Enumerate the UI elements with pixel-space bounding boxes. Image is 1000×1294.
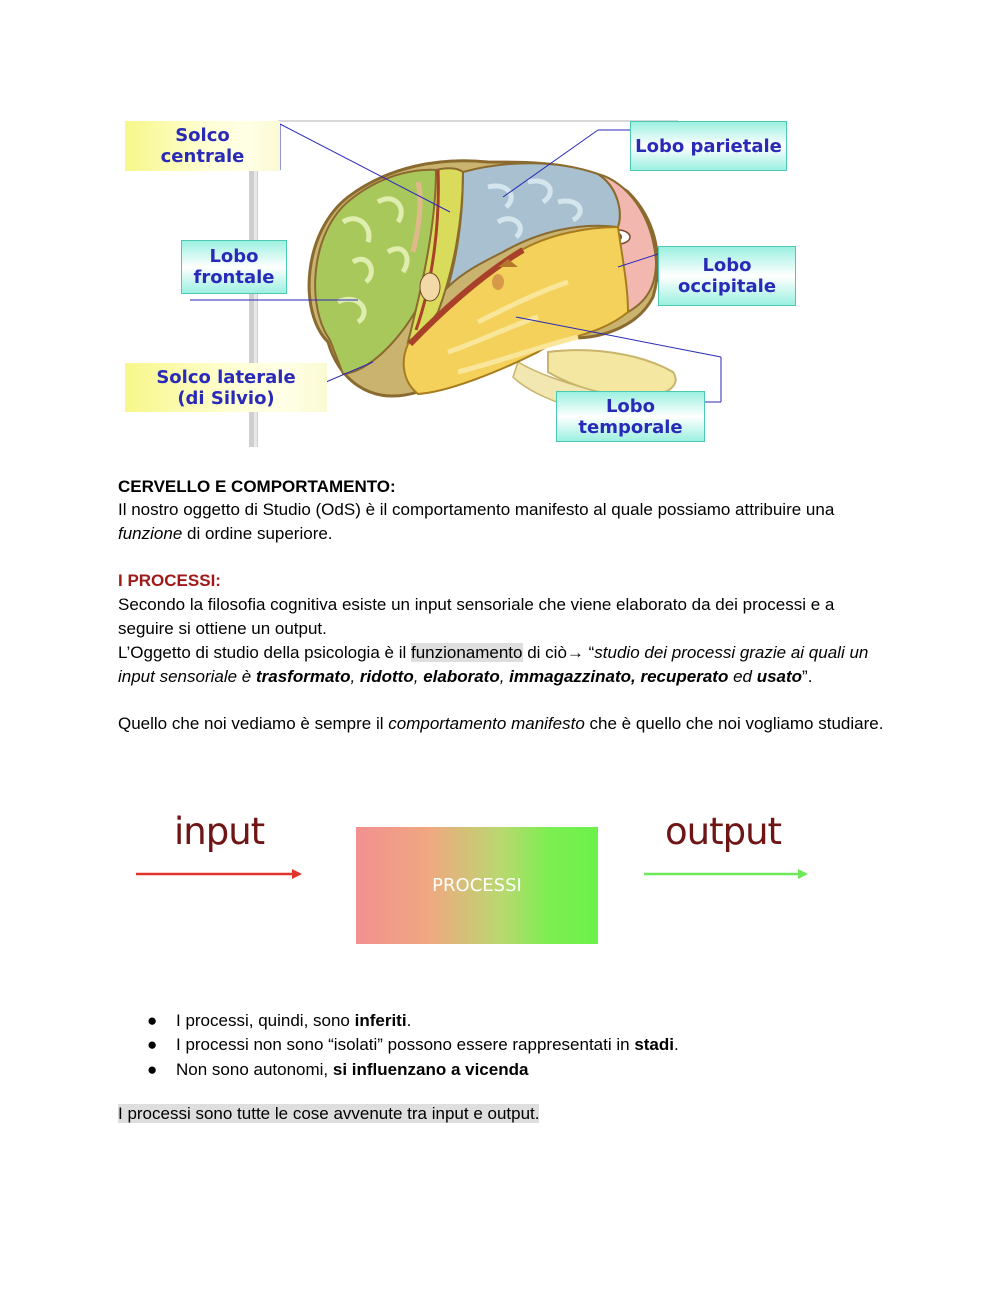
processi-box xyxy=(356,827,598,944)
label-lobo-occipitale xyxy=(658,246,796,306)
paragraph-text: L’Oggetto di studio della psicologia è il xyxy=(118,643,411,662)
paragraph-text: Il nostro oggetto di Studio (OdS) è il comportamento manifesto al quale possiamo attribuire una xyxy=(118,500,835,519)
label-text: frontale xyxy=(193,267,275,288)
bold-italic-text: immagazzinato, recuperato xyxy=(509,666,729,686)
paragraph-ods xyxy=(118,498,888,545)
section-heading-cervello: CERVELLO E COMPORTAMENTO: xyxy=(118,477,396,496)
label-text: Solco laterale xyxy=(156,366,296,388)
bullet-dot-icon: ● xyxy=(147,1059,158,1079)
bullet-dot-icon: ● xyxy=(147,1035,158,1055)
bullet-dot-icon: ● xyxy=(147,1011,158,1030)
input-label: input xyxy=(174,810,265,853)
list-item-text: . xyxy=(674,1035,679,1055)
output-arrow xyxy=(642,866,814,882)
label-lobo-parietale xyxy=(630,121,787,171)
bold-italic-text: trasformato xyxy=(255,666,351,686)
processi-label: PROCESSI xyxy=(432,875,522,896)
label-lobo-frontale xyxy=(181,240,287,294)
italic-text: comportamento manifesto xyxy=(388,714,585,733)
output-label: output xyxy=(665,810,782,853)
list-item-text: Non sono autonomi, xyxy=(176,1059,333,1079)
paragraph-comportamento xyxy=(118,712,888,736)
bullet-list xyxy=(118,1009,679,1082)
paragraph-filosofia: Secondo la filosofia cognitiva esiste un input sensoriale che viene elaborato da dei processi e a seguire si ottiene un output. xyxy=(118,595,835,638)
paragraph-text: Quello che noi vediamo è sempre il xyxy=(118,714,389,733)
highlighted-text: I processi sono tutte le cose avvenute tra input e output. xyxy=(118,1104,540,1123)
paragraph-text: di ordine superiore. xyxy=(182,523,333,543)
italic-text: , xyxy=(350,666,360,686)
italic-text: , xyxy=(499,666,510,686)
list-item xyxy=(118,1009,679,1033)
paragraph-text: che è quello che noi vogliamo studiare. xyxy=(584,714,884,733)
label-text: Lobo xyxy=(209,246,259,267)
section-heading-processi: I PROCESSI: xyxy=(118,571,221,590)
italic-text: funzione xyxy=(118,523,183,543)
italic-text: studio dei processi grazie ai quali un input sensoriale è xyxy=(118,643,869,686)
list-item-text: I processi, quindi, sono xyxy=(176,1011,355,1030)
label-text: Lobo parietale xyxy=(635,135,782,157)
label-text: Solco xyxy=(175,125,230,146)
italic-text: ed xyxy=(728,666,757,686)
summary-line xyxy=(118,1102,888,1126)
label-solco-laterale xyxy=(125,363,327,412)
paragraph-oggetto-studio xyxy=(118,641,888,688)
list-item xyxy=(118,1058,679,1082)
label-text: temporale xyxy=(578,416,683,438)
list-item-text: . xyxy=(406,1011,412,1030)
label-text: Lobo xyxy=(605,395,656,417)
bold-text: si influenzano a vicenda xyxy=(332,1059,529,1079)
bold-italic-text: elaborato xyxy=(423,666,500,686)
input-arrow xyxy=(134,866,306,882)
bold-text: stadi xyxy=(634,1035,674,1055)
italic-text: , xyxy=(413,666,424,686)
label-solco-centrale xyxy=(125,121,280,171)
bold-italic-text: usato xyxy=(756,666,803,686)
bold-text: inferiti xyxy=(354,1011,407,1030)
label-text: occipitale xyxy=(677,276,777,297)
label-lobo-temporale xyxy=(556,391,705,442)
paragraph-text: ”. xyxy=(802,666,813,686)
highlighted-text: funzionamento xyxy=(410,643,523,662)
paragraph-text: di ciò→ “ xyxy=(522,643,595,662)
label-text: Lobo xyxy=(702,255,752,276)
list-item xyxy=(118,1033,679,1057)
brain-lobes-figure xyxy=(118,112,808,452)
list-item-text: I processi non sono “isolati” possono essere rappresentati in xyxy=(176,1035,635,1055)
label-text: (di Silvio) xyxy=(177,387,275,409)
label-text: centrale xyxy=(160,146,245,167)
bold-italic-text: ridotto xyxy=(359,666,414,686)
